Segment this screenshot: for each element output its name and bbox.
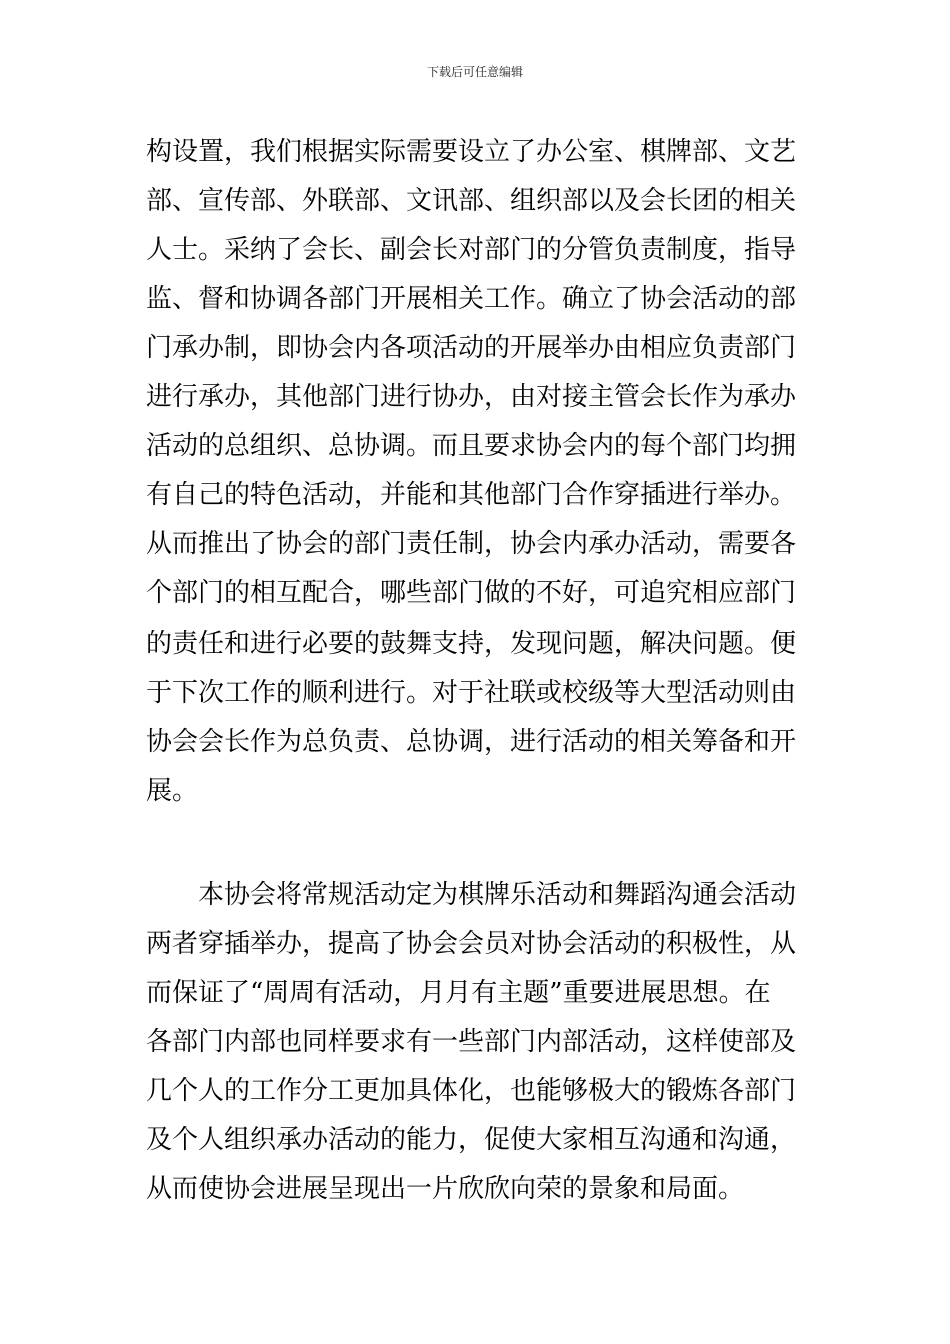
paragraph-2-line: 从而使协会进展呈现出一片欣欣向荣的景象和局面。 xyxy=(146,1174,745,1204)
paragraph-1-line: 进行承办，其他部门进行协办，由对接主管会长作为承办 xyxy=(146,382,797,412)
paragraph-1-line: 门承办制，即协会内各项活动的开展举办由相应负责部门 xyxy=(146,333,797,363)
paragraph-1-line: 活动的总组织、总协调。而且要求协会内的每个部门均拥 xyxy=(146,431,797,461)
paragraph-2-line: 而保证了“周周有活动，月月有主题”重要进展思想。在 xyxy=(146,978,771,1008)
paragraph-1-line: 展。 xyxy=(146,776,199,806)
page-header: 下载后可任意编辑 xyxy=(426,65,523,79)
paragraph-1-line: 的责任和进行必要的鼓舞支持，发现问题，解决问题。便 xyxy=(146,629,797,659)
paragraph-2-line: 各部门内部也同样要求有一些部门内部活动，这样使部及 xyxy=(146,1027,797,1057)
paragraph-1-line: 人士。采纳了会长、副会长对部门的分管负责制度，指导 xyxy=(146,235,797,265)
paragraph-1-line: 于下次工作的顺利进行。对于社联或校级等大型活动则由 xyxy=(146,678,797,708)
paragraph-2-line: 及个人组织承办活动的能力，促使大家相互沟通和沟通， xyxy=(146,1125,797,1155)
paragraph-2-line: 本协会将常规活动定为棋牌乐活动和舞蹈沟通会活动 xyxy=(198,880,797,910)
paragraph-1-line: 有自己的特色活动，并能和其他部门合作穿插进行举办。 xyxy=(146,480,797,510)
paragraph-1-line: 个部门的相互配合，哪些部门做的不好，可追究相应部门 xyxy=(146,578,797,608)
paragraph-2-line: 几个人的工作分工更加具体化，也能够极大的锻炼各部门 xyxy=(146,1076,797,1106)
paragraph-1-line: 协会会长作为总负责、总协调，进行活动的相关筹备和开 xyxy=(146,727,797,757)
paragraph-2-line: 两者穿插举办，提高了协会会员对协会活动的积极性，从 xyxy=(146,929,797,959)
paragraph-1-line: 监、督和协调各部门开展相关工作。确立了协会活动的部 xyxy=(146,284,797,314)
paragraph-1-line: 构设置，我们根据实际需要设立了办公室、棋牌部、文艺 xyxy=(146,137,797,167)
paragraph-1-line: 从而推出了协会的部门责任制，协会内承办活动，需要各 xyxy=(146,529,797,559)
paragraph-1-line: 部、宣传部、外联部、文讯部、组织部以及会长团的相关 xyxy=(146,186,797,216)
